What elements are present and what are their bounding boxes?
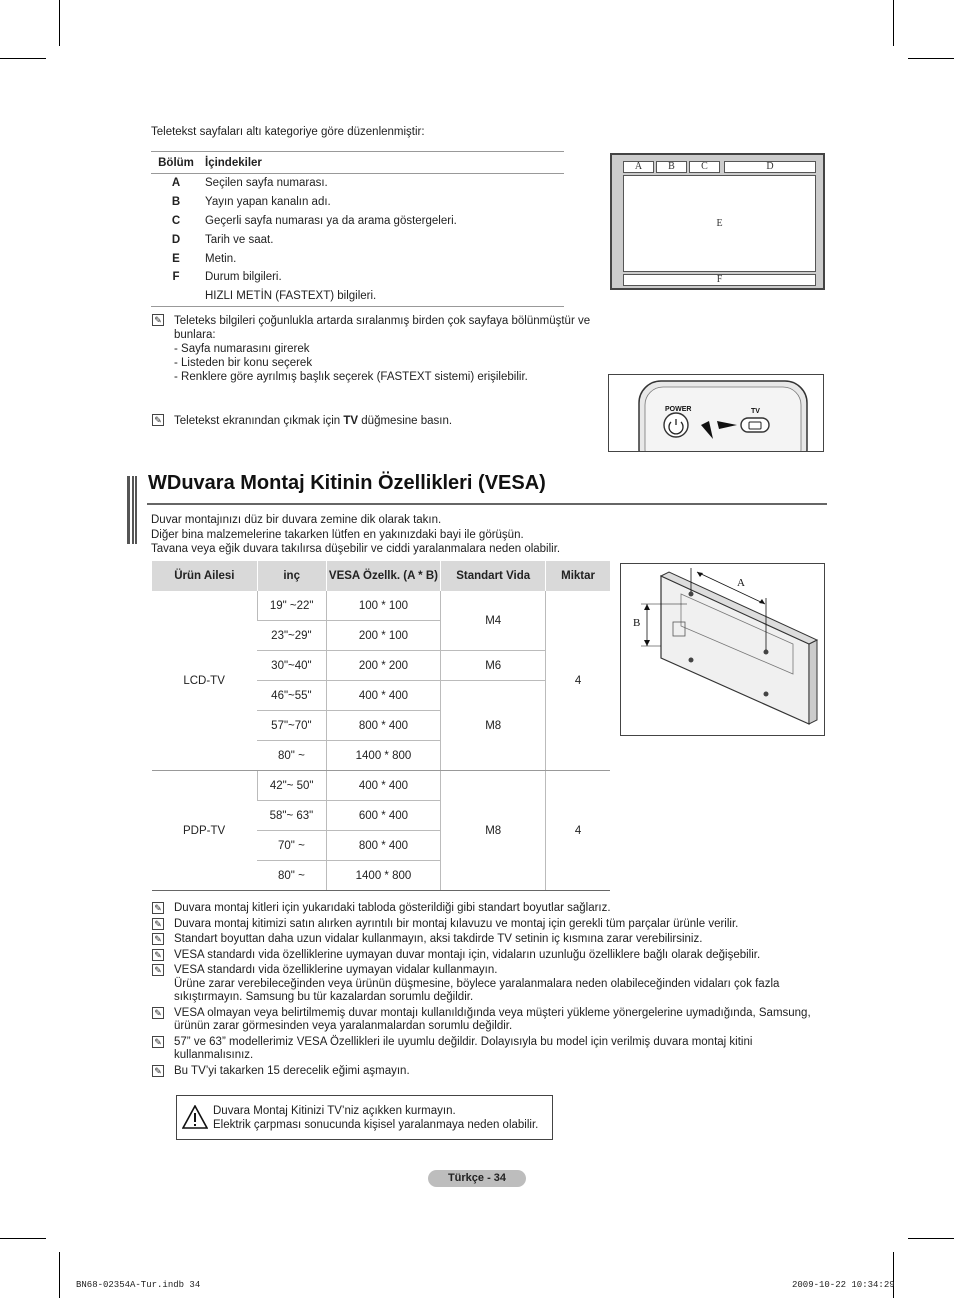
table-row: 23"~29" 200 * 100 [152,621,611,651]
list-item: ✎ Duvara montaj kitleri için yukarıdaki tabloda gösterildiği gibi standart boyutlar sağlarız. [152,902,822,916]
warning-box: Duvara Montaj Kitinizi TV’niz açıkken kurmayın. Elektrik çarpması sonucunda kişisel yaralanmaya neden olabilir. [176,1095,553,1140]
table-row: HIZLI METİN (FASTEXT) bilgileri. [151,287,564,306]
crop-mark [59,1252,60,1298]
footer-timestamp: 2009-10-22 10:34:29 [792,1280,895,1290]
table-row: 70" ~ 800 * 400 [152,831,611,861]
header-screw: Standart Vida [441,561,546,591]
teletext-cell-b: B [656,161,687,173]
header-inch: inç [257,561,326,591]
table-row: 57"~70" 800 * 400 [152,711,611,741]
table-row: D Tarih ve saat. [171,233,274,246]
note-icon: ✎ [152,1065,164,1077]
table-row: 46"~55" 400 * 400 M8 [152,681,611,711]
header-qty: Miktar [546,561,610,591]
teletext-cell-f: F [623,274,816,286]
table-row: PDP-TV 42"~ 50" 400 * 400 M8 4 [152,771,611,801]
table-row: A Seçilen sayfa numarası. [171,177,328,190]
tv-label: TV [751,408,760,415]
list-item: ✎ Bu TV’yi takarken 15 derecelik eğimi aşmayın. [152,1065,822,1079]
header-vesa: VESA Özellk. (A * B) [326,561,441,591]
teletext-cell-a: A [623,161,654,173]
note-icon: ✎ [152,314,164,326]
remote-control-icon [609,375,823,451]
wall-mount-diagram [620,563,825,736]
note-icon: ✎ [152,964,164,976]
table-row: LCD-TV 19" ~22" 100 * 100 M4 4 [152,591,611,621]
list-item: ✎ Duvara montaj kitimizi satın alırken ayrıntılı bir montaj kılavuzu ve montaj için gerekli tüm parçalar ürünle verilir. [152,918,822,932]
family-lcd: LCD-TV [152,591,258,771]
table-row: C Geçerli sayfa numarası ya da arama göstergeleri. [171,214,457,227]
tv-back-icon [621,564,824,735]
intro-text: Teletekst sayfaları altı kategoriye göre düzenlenmiştir: [151,126,425,138]
table-row: 80" ~ 1400 * 800 [152,741,611,771]
header-section: Bölüm [151,152,201,174]
table-row: 30"~40" 200 * 200 M6 [152,651,611,681]
section-title: WDuvara Montaj Kitinin Özellikleri (VESA) [148,472,546,494]
dimension-a-label: A [737,577,745,589]
title-bar-icon [127,476,137,544]
list-item: ✎ 57” ve 63” modellerimiz VESA Özellikleri ile uyumlu değildir. Dolayısıyla bu model için verilmiş duvara montaj kitini kullanmalısınız. [152,1036,822,1063]
note-icon: ✎ [152,1036,164,1048]
list-item: ✎ VESA standardı vida özelliklerine uymayan duvar montajı için, vidaların uzunluğu özelliklere bağlı olarak değişebilir. [152,949,822,963]
crop-mark [908,58,954,59]
note-icon: ✎ [152,949,164,961]
crop-mark [59,0,60,46]
note-teletext-pages: ✎ Teleteks bilgileri çoğunlukla artarda sıralanmış birden çok sayfaya bölünmüştür ve bunlara: - Sayfa numarasını girerek - Listeden bir konu seçerek - Renklere göre ayrılmış başlık seçerek (FASTEXT sistemi) erişilebilir. [152,314,604,384]
footer-file: BN68-02354A-Tur.indb 34 [76,1280,201,1290]
table-row: F Durum bilgileri. [172,271,282,284]
teletext-cell-c: C [689,161,720,173]
crop-mark [0,58,46,59]
header-contents: İçindekiler [201,152,564,174]
title-rule [147,503,827,505]
teletext-diagram [610,153,825,290]
table-row: E Metin. [172,252,237,265]
list-item: ✎ VESA standardı vida özelliklerine uymayan vidalar kullanmayın. Ürüne zarar verebileceğinden veya ürünün düşmesine, böylece yaralanmalara neden olabileceğinden vidaları çok fazla sıkıştırmayın. Samsung bu tür kazalardan sorumlu değildir. [152,964,822,1005]
note-icon: ✎ [152,902,164,914]
crop-mark [0,1238,46,1239]
note-icon: ✎ [152,414,164,426]
table-row: 58"~ 63" 600 * 400 [152,801,611,831]
note-icon: ✎ [152,1007,164,1019]
crop-mark [908,1238,954,1239]
vesa-table [151,561,610,891]
list-item: ✎ VESA olmayan veya belirtilmemiş duvar montajı kullanıldığında veya müşteri yükleme yönergelerine uymadığında, Samsung, ürünün zarar görmesinden veya yaralanmalardan sorumlu değildir. [152,1007,822,1034]
table-row: 80" ~ 1400 * 800 [152,861,611,891]
notes-list [152,902,822,1080]
table-row: B Yayın yapan kanalın adı. [171,196,331,209]
crop-mark [893,1252,894,1298]
list-item: ✎ Standart boyuttan daha uzun vidalar kullanmayın, aksi takdirde TV setinin iç kısmına zarar verebilirsiniz. [152,933,822,947]
teletext-cell-d: D [724,161,816,173]
crop-mark [893,0,894,46]
warning-icon [182,1105,208,1129]
family-pdp: PDP-TV [152,771,258,891]
dimension-b-label: B [633,617,641,629]
sections-table [151,151,564,307]
page-label: Türkçe - 34 [428,1170,526,1187]
note-icon: ✎ [152,933,164,945]
remote-illustration [608,374,824,452]
note-exit-teletext: ✎ Teletekst ekranından çıkmak için TV düğmesine basın. [152,414,604,428]
teletext-cell-e: E [623,175,816,272]
vesa-intro: Duvar montajınızı düz bir duvara zemine dik olarak takın. Diğer bina malzemelerine takarken lütfen en yakınızdaki bayi ile görüşün. Tavana veya eğik duvara takılırsa düşebilir ve ciddi yaralanmalara neden olabilir. [151,514,561,555]
note-icon: ✎ [152,918,164,930]
header-family: Ürün Ailesi [152,561,258,591]
power-label: POWER [665,406,692,413]
